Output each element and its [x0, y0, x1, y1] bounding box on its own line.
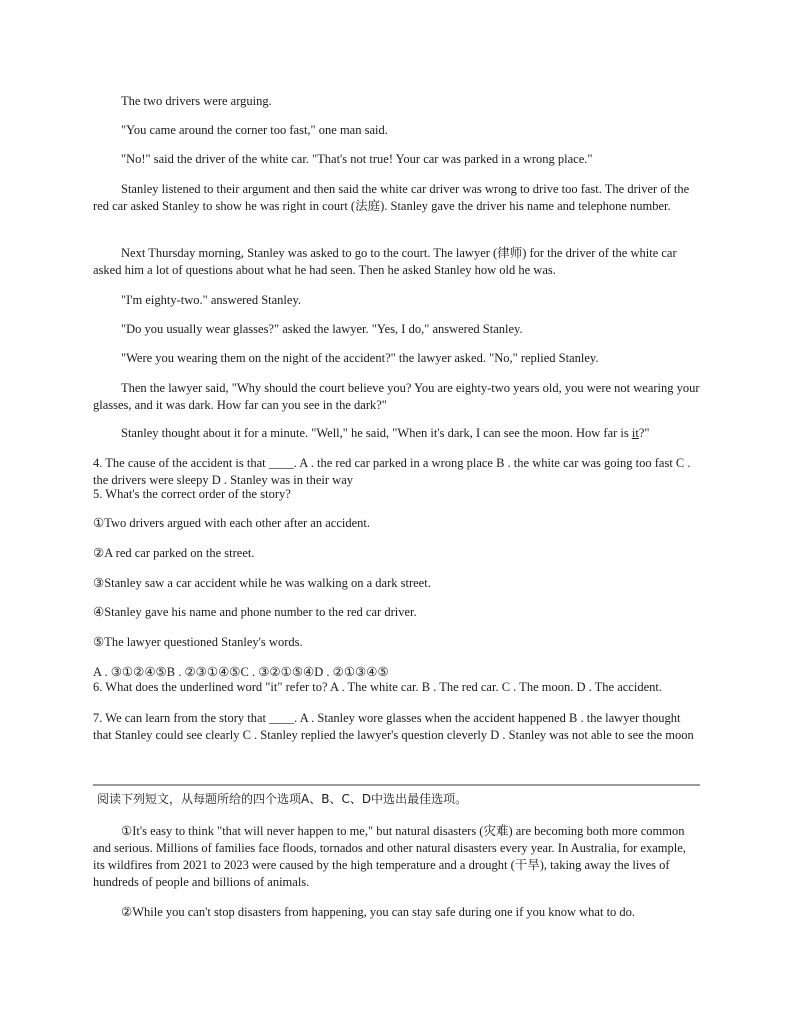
question-6: 6. What does the underlined word "it" refer to? A . The white car. B . The red car. C . The moon. D . The accident. — [93, 680, 662, 694]
story-paragraph-5: Next Thursday morning, Stanley was asked to go to the court. The lawyer (律师) for the driver of the white car asked him a lot of questions about what he had seen. Then he asked Stanley how old he was. — [93, 246, 677, 277]
story-paragraph-10 — [93, 425, 700, 442]
question-5-options: A . ③①②④⑤B . ②③①④⑤C . ③②①⑤④D . ②①③④⑤ — [93, 665, 389, 679]
paragraph-10-text-before: Stanley thought about it for a minute. "Well," he said, "When it's dark, I can see the moon. How far is — [121, 426, 632, 440]
section-divider — [93, 784, 700, 786]
order-item-5: ⑤The lawyer questioned Stanley's words. — [93, 635, 303, 649]
paragraph-10-text-after: ?" — [638, 426, 650, 440]
section-instruction: 阅读下列短文，从每题所给的四个选项A、B、C、D中选出最佳选项。 — [97, 792, 468, 806]
question-7: 7. We can learn from the story that ____. A . Stanley wore glasses when the accident happened B . the lawyer thought that Stanley could see clearly C . Stanley replied the lawyer's question cleverly D . Stanley was not able to see the moon — [93, 711, 694, 742]
question-5: 5. What's the correct order of the story? — [93, 487, 291, 501]
passage-paragraph-1: ①It's easy to think "that will never happen to me," but natural disasters (灾难) are becoming both more common and serious. Millions of families face floods, tornados and other natural disasters every year. In Australia, for example, its wildfires from 2021 to 2023 were caused by the high temperature and a drought (干旱), taking away the lives of hundreds of people and billions of animals. — [93, 824, 686, 889]
story-paragraph-8: "Were you wearing them on the night of the accident?" the lawyer asked. "No," replied Stanley. — [121, 351, 599, 365]
story-paragraph-3: "No!" said the driver of the white car. "That's not true! Your car was parked in a wrong place." — [121, 152, 593, 166]
story-paragraph-4: Stanley listened to their argument and then said the white car driver was wrong to drive too fast. The driver of the red car asked Stanley to show he was right in court (法庭). Stanley gave the driver his name and telephone number. — [93, 182, 690, 213]
order-item-1: ①Two drivers argued with each other after an accident. — [93, 516, 370, 530]
order-item-3: ③Stanley saw a car accident while he was walking on a dark street. — [93, 576, 431, 590]
order-item-4: ④Stanley gave his name and phone number to the red car driver. — [93, 605, 417, 619]
question-4: 4. The cause of the accident is that ____. A . the red car parked in a wrong place B . the white car was going too fast C . the drivers were sleepy D . Stanley was in their way — [93, 456, 691, 487]
story-paragraph-9: Then the lawyer said, "Why should the court believe you? You are eighty-two years old, you were not wearing your glasses, and it was dark. How far can you see in the dark?" — [93, 381, 700, 412]
story-paragraph-2: "You came around the corner too fast," one man said. — [121, 123, 388, 137]
story-paragraph-1: The two drivers were arguing. — [121, 94, 272, 108]
story-paragraph-7: "Do you usually wear glasses?" asked the lawyer. "Yes, I do," answered Stanley. — [121, 322, 523, 336]
underlined-word-it: it — [631, 426, 639, 440]
story-paragraph-6: "I'm eighty-two." answered Stanley. — [121, 293, 302, 307]
order-item-2: ②A red car parked on the street. — [93, 546, 255, 560]
passage-paragraph-2: ②While you can't stop disasters from happening, you can stay safe during one if you know what to do. — [121, 905, 636, 919]
